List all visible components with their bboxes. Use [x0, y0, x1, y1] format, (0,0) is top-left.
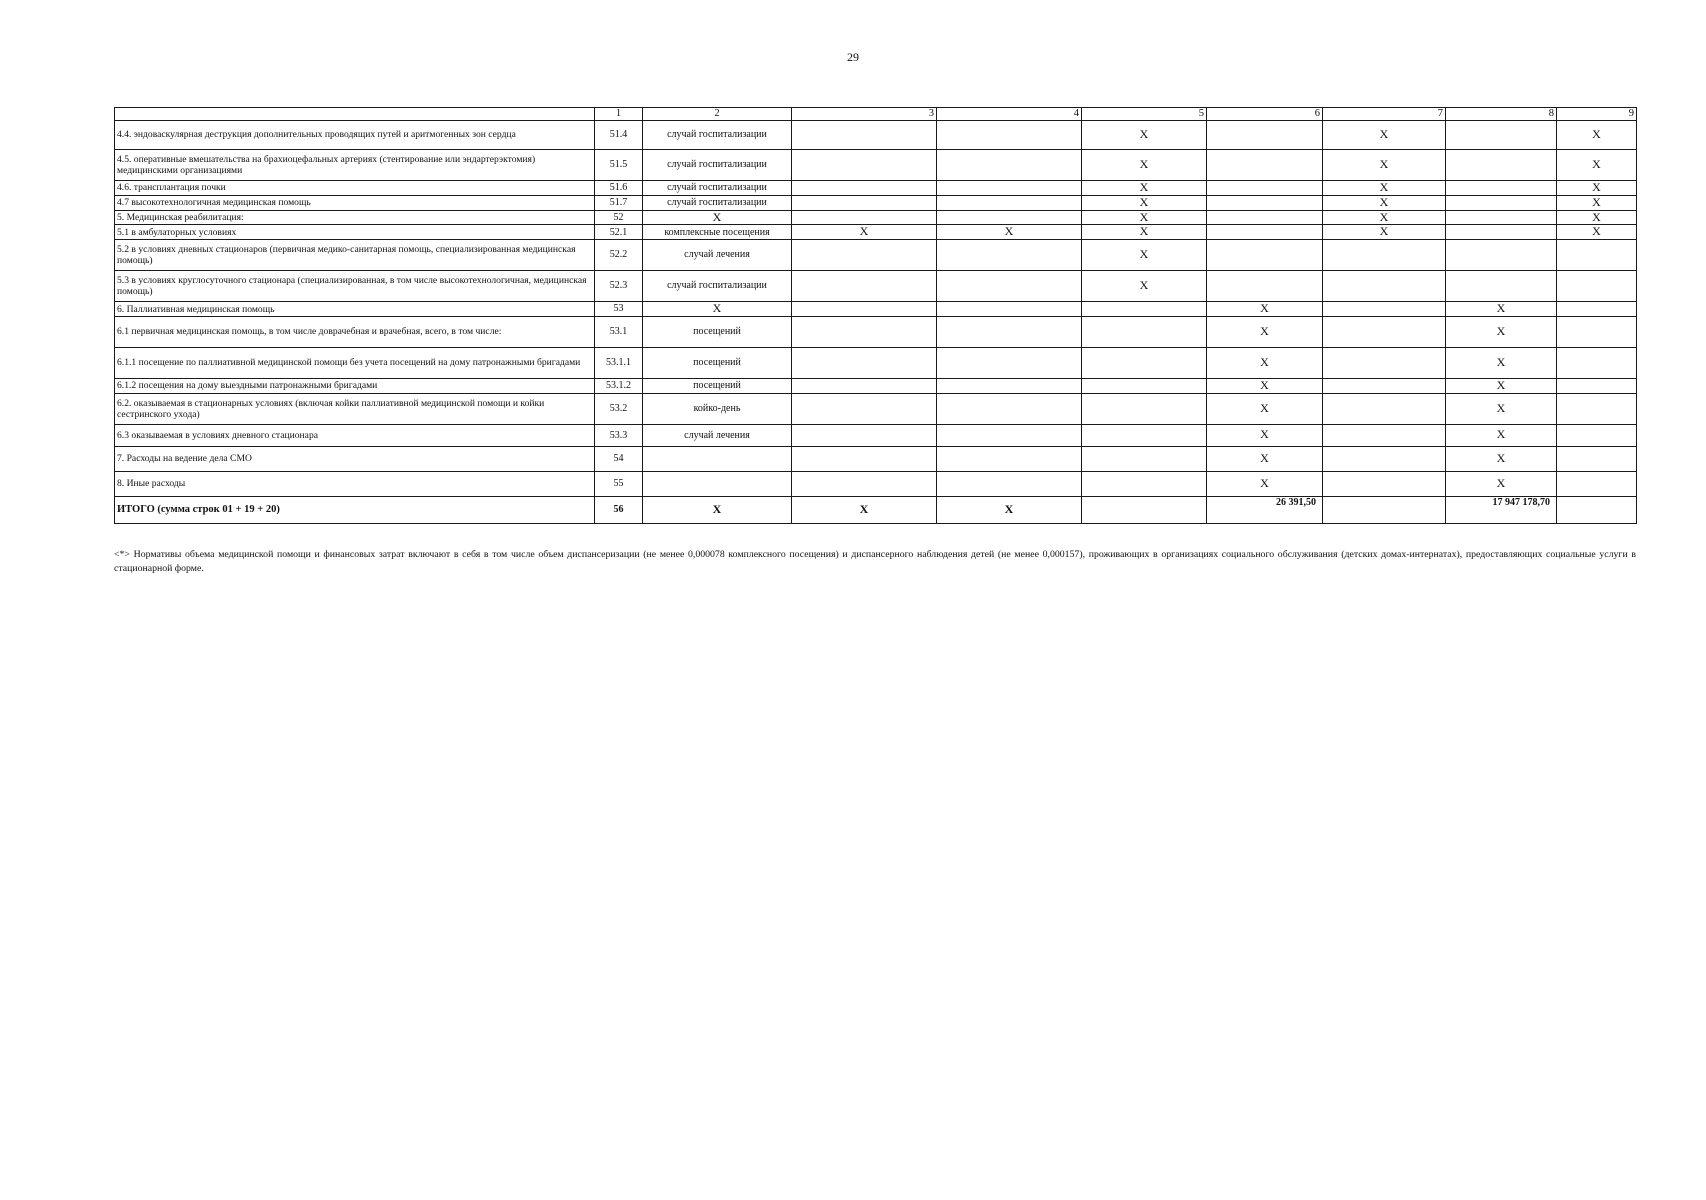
empty-cell [792, 240, 937, 271]
empty-cell [937, 471, 1082, 496]
empty-cell [792, 302, 937, 317]
empty-cell [1323, 446, 1446, 471]
empty-cell [937, 121, 1082, 150]
x-mark: X [1323, 150, 1446, 181]
row-code: 51.6 [595, 181, 643, 196]
value-cell: 17 947 178,70 [1446, 496, 1557, 523]
empty-cell [1082, 446, 1207, 471]
row-code: 54 [595, 446, 643, 471]
empty-cell [1557, 393, 1637, 424]
x-mark: X [1207, 302, 1323, 317]
empty-cell [792, 195, 937, 210]
row-code: 51.4 [595, 121, 643, 150]
row-code: 53.2 [595, 393, 643, 424]
row-label: 7. Расходы на ведение дела СМО [115, 446, 595, 471]
row-label: 5.2 в условиях дневных стационаров (первичная медико-санитарная помощь, специализированная медицинская помощь) [115, 240, 595, 271]
x-mark: X [792, 225, 937, 240]
empty-cell [1323, 424, 1446, 446]
empty-cell [792, 210, 937, 225]
x-mark: X [1557, 181, 1637, 196]
x-mark: X [1082, 195, 1207, 210]
x-mark: X [1207, 347, 1323, 378]
empty-cell [937, 240, 1082, 271]
row-code: 53.1 [595, 316, 643, 347]
empty-cell [792, 378, 937, 393]
unit-cell: X [643, 302, 792, 317]
empty-cell [792, 424, 937, 446]
x-mark: X [1446, 446, 1557, 471]
empty-cell [1446, 210, 1557, 225]
unit-cell: случай госпитализации [643, 181, 792, 196]
x-mark: X [1323, 225, 1446, 240]
x-mark: X [1557, 210, 1637, 225]
unit-cell: случай госпитализации [643, 121, 792, 150]
x-mark: X [1446, 393, 1557, 424]
empty-cell [1446, 150, 1557, 181]
unit-cell: случай лечения [643, 424, 792, 446]
value-cell: 26 391,50 [1207, 496, 1323, 523]
x-mark: X [1082, 225, 1207, 240]
empty-cell [1082, 316, 1207, 347]
page-number: 29 [847, 50, 859, 64]
empty-cell [1082, 302, 1207, 317]
row-label: 6. Паллиативная медицинская помощь [115, 302, 595, 317]
row-label: 5. Медицинская реабилитация: [115, 210, 595, 225]
empty-cell [792, 121, 937, 150]
x-mark: X [1082, 210, 1207, 225]
x-mark: X [1207, 393, 1323, 424]
x-mark: X [1323, 195, 1446, 210]
column-number-header: 5 [1082, 108, 1207, 121]
empty-cell [1207, 240, 1323, 271]
x-mark: X [1557, 225, 1637, 240]
x-mark: X [937, 225, 1082, 240]
x-mark: X [1207, 316, 1323, 347]
unit-cell: случай госпитализации [643, 271, 792, 302]
x-mark: X [1446, 424, 1557, 446]
row-label: 8. Иные расходы [115, 471, 595, 496]
column-number-header: 2 [643, 108, 792, 121]
x-mark: X [1082, 271, 1207, 302]
row-label: 4.5. оперативные вмешательства на брахиоцефальных артериях (стентирование или эндартерэктомия) медицинскими организациями [115, 150, 595, 181]
data-table [114, 107, 1637, 524]
x-mark: X [1557, 195, 1637, 210]
x-mark: X [1557, 121, 1637, 150]
empty-cell [792, 393, 937, 424]
row-label: 4.4. эндоваскулярная деструкция дополнительных проводящих путей и аритмогенных зон сердца [115, 121, 595, 150]
empty-cell [1557, 446, 1637, 471]
empty-cell [1557, 347, 1637, 378]
x-mark: X [1557, 150, 1637, 181]
empty-cell [1446, 121, 1557, 150]
empty-cell [1557, 302, 1637, 317]
empty-cell [1323, 393, 1446, 424]
empty-cell [937, 424, 1082, 446]
table-row [115, 240, 1637, 271]
row-label: 5.1 в амбулаторных условиях [115, 225, 595, 240]
x-mark: X [1082, 240, 1207, 271]
empty-cell [1323, 240, 1446, 271]
empty-cell [1082, 393, 1207, 424]
row-code: 52.3 [595, 271, 643, 302]
column-number-header: 9 [1557, 108, 1637, 121]
empty-cell [937, 393, 1082, 424]
row-code: 51.7 [595, 195, 643, 210]
row-code: 52 [595, 210, 643, 225]
empty-cell [792, 471, 937, 496]
x-mark: X [1446, 471, 1557, 496]
empty-cell [1082, 424, 1207, 446]
row-label: 6.1.1 посещение по паллиативной медицинской помощи без учета посещений на дому патронажными бригадами [115, 347, 595, 378]
x-mark: X [1207, 446, 1323, 471]
empty-cell [792, 150, 937, 181]
row-code: 53.1.1 [595, 347, 643, 378]
empty-cell [937, 210, 1082, 225]
empty-cell [1557, 471, 1637, 496]
empty-cell [1557, 378, 1637, 393]
empty-cell [1557, 424, 1637, 446]
empty-cell [1323, 378, 1446, 393]
empty-cell [1446, 225, 1557, 240]
table-row [115, 424, 1637, 446]
column-number-header: 3 [792, 108, 937, 121]
table-row [115, 225, 1637, 240]
table-row [115, 271, 1637, 302]
table-row [115, 471, 1637, 496]
row-code: 52.2 [595, 240, 643, 271]
empty-cell [937, 347, 1082, 378]
unit-cell [643, 446, 792, 471]
x-mark: X [1446, 347, 1557, 378]
empty-cell [1557, 240, 1637, 271]
empty-cell [1446, 181, 1557, 196]
column-number-header: 1 [595, 108, 643, 121]
row-code: 55 [595, 471, 643, 496]
x-mark: X [1082, 150, 1207, 181]
unit-cell: комплексные посещения [643, 225, 792, 240]
table-row [115, 150, 1637, 181]
x-mark: X [1082, 121, 1207, 150]
table-row [115, 446, 1637, 471]
empty-cell [792, 271, 937, 302]
x-mark: X [1207, 378, 1323, 393]
empty-cell [937, 150, 1082, 181]
empty-cell [1323, 496, 1446, 523]
table-row [115, 393, 1637, 424]
row-code: 53.3 [595, 424, 643, 446]
x-mark: X [1082, 181, 1207, 196]
table-header-row [115, 108, 1637, 121]
empty-cell [1323, 316, 1446, 347]
empty-cell [1207, 181, 1323, 196]
table-row [115, 121, 1637, 150]
unit-cell: случай лечения [643, 240, 792, 271]
unit-cell: X [643, 210, 792, 225]
x-mark: X [1207, 471, 1323, 496]
column-number-header [115, 108, 595, 121]
empty-cell [1557, 316, 1637, 347]
unit-cell: случай госпитализации [643, 150, 792, 181]
x-mark: X [1446, 378, 1557, 393]
empty-cell [1446, 195, 1557, 210]
empty-cell [792, 316, 937, 347]
x-mark: X [1323, 210, 1446, 225]
empty-cell [1323, 302, 1446, 317]
footnote: <*> Нормативы объема медицинской помощи и финансовых затрат включают в себя в том числе объем диспансеризации (не менее 0,000078 комплексного посещения) и диспансерного наблюдения детей (не менее 0,000157), проживающих в организациях социального обслуживания (детских домах-интернатах), предоставляющих социальные услуги в стационарной форме. [114, 549, 1636, 575]
total-row [115, 496, 1637, 523]
row-label: 4.6. трансплантация почки [115, 181, 595, 196]
empty-cell [1323, 347, 1446, 378]
x-mark: X [1323, 181, 1446, 196]
table-row [115, 378, 1637, 393]
empty-cell [937, 378, 1082, 393]
row-code: 53 [595, 302, 643, 317]
empty-cell [1323, 471, 1446, 496]
unit-cell: посещений [643, 347, 792, 378]
table-row [115, 210, 1637, 225]
empty-cell [1207, 195, 1323, 210]
row-label: ИТОГО (сумма строк 01 + 19 + 20) [115, 496, 595, 523]
column-number-header: 8 [1446, 108, 1557, 121]
empty-cell [1446, 240, 1557, 271]
x-mark: X [1207, 424, 1323, 446]
table-row [115, 195, 1637, 210]
row-label: 6.1.2 посещения на дому выездными патронажными бригадами [115, 378, 595, 393]
empty-cell [1557, 271, 1637, 302]
x-mark: X [792, 496, 937, 523]
table-row [115, 181, 1637, 196]
empty-cell [792, 347, 937, 378]
table-row [115, 316, 1637, 347]
unit-cell: X [643, 496, 792, 523]
empty-cell [1207, 121, 1323, 150]
empty-cell [1557, 496, 1637, 523]
x-mark: X [1323, 121, 1446, 150]
row-code: 53.1.2 [595, 378, 643, 393]
empty-cell [1323, 271, 1446, 302]
empty-cell [937, 446, 1082, 471]
x-mark: X [1446, 302, 1557, 317]
row-code: 51.5 [595, 150, 643, 181]
row-label: 6.1 первичная медицинская помощь, в том числе доврачебная и врачебная, всего, в том числе: [115, 316, 595, 347]
unit-cell [643, 471, 792, 496]
unit-cell: посещений [643, 378, 792, 393]
row-code: 52.1 [595, 225, 643, 240]
row-label: 5.3 в условиях круглосуточного стационара (специализированная, в том числе высокотехнологичная, медицинская помощь) [115, 271, 595, 302]
unit-cell: посещений [643, 316, 792, 347]
empty-cell [1082, 378, 1207, 393]
empty-cell [937, 316, 1082, 347]
empty-cell [792, 181, 937, 196]
row-label: 6.2. оказываемая в стационарных условиях (включая койки паллиативной медицинской помощи и койки сестринского ухода) [115, 393, 595, 424]
column-number-header: 6 [1207, 108, 1323, 121]
table-row [115, 302, 1637, 317]
column-number-header: 4 [937, 108, 1082, 121]
unit-cell: койко-день [643, 393, 792, 424]
empty-cell [1082, 496, 1207, 523]
x-mark: X [937, 496, 1082, 523]
empty-cell [1082, 471, 1207, 496]
unit-cell: случай госпитализации [643, 195, 792, 210]
empty-cell [1207, 225, 1323, 240]
empty-cell [1207, 210, 1323, 225]
row-label: 4.7 высокотехнологичная медицинская помощь [115, 195, 595, 210]
empty-cell [937, 181, 1082, 196]
empty-cell [1446, 271, 1557, 302]
row-label: 6.3 оказываемая в условиях дневного стационара [115, 424, 595, 446]
table-row [115, 347, 1637, 378]
x-mark: X [1446, 316, 1557, 347]
empty-cell [937, 271, 1082, 302]
row-code: 56 [595, 496, 643, 523]
empty-cell [792, 446, 937, 471]
empty-cell [1207, 150, 1323, 181]
empty-cell [1207, 271, 1323, 302]
empty-cell [937, 195, 1082, 210]
empty-cell [1082, 347, 1207, 378]
column-number-header: 7 [1323, 108, 1446, 121]
empty-cell [937, 302, 1082, 317]
